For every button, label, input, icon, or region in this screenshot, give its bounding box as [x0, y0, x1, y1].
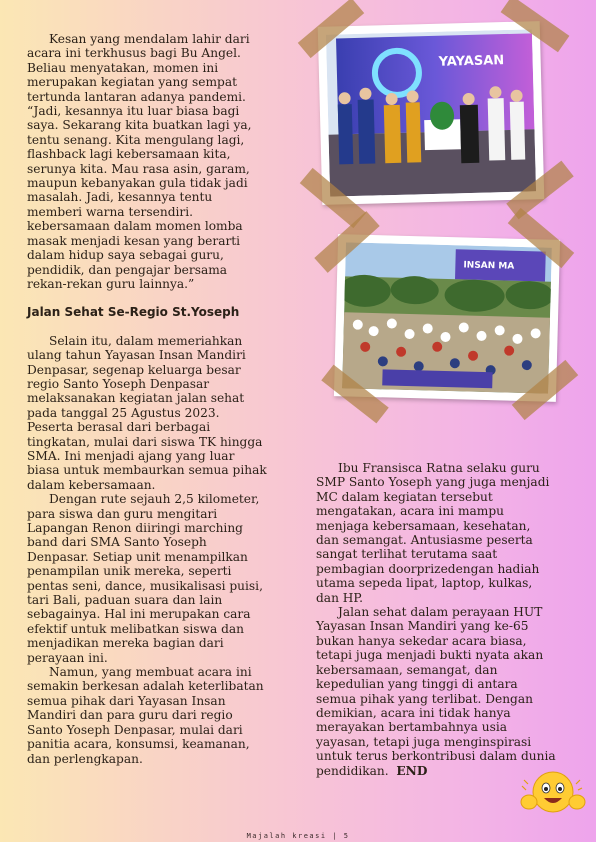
stage-photo-image	[326, 29, 536, 196]
event-photo-stage	[318, 21, 545, 205]
paragraph-penutup-text: Jalan sehat dalam perayaan HUT Yayasan Insan Mandiri yang ke-65 bukan hanya sekedar acara biasa, tetapi juga menjadi bukti nyata akan kebersamaan, semangat, dan kepedulian yang tinggi di antara semua pihak yang terlibat. Dengan demikian, acara ini tidak hanya merayakan bertambahnya usia yayasan, tetapi juga menginspirasi untuk terus berkontribusi dalam dunia pendidikan.	[316, 605, 556, 778]
paragraph-rute: Dengan rute sejauh 2,5 kilometer, para siswa dan guru mengitari Lapangan Renon diiringi marching band dari SMA Santo Yoseph Denpasar. Setiap unit menampilkan penampilan unik mereka, seperti pentas seni, dance, musikalisasi puisi, tari Bali, paduan suara dan lain sebagainya. Hal ini merupakan cara efektif untuk melibatkan siswa dan menjadikan mereka bagian dari perayaan ini.	[27, 492, 263, 665]
left-column	[27, 32, 267, 766]
right-column	[316, 461, 556, 778]
page-footer: Majalah kreasi | 5	[246, 832, 350, 840]
paragraph-penutup	[316, 605, 556, 778]
section-heading-jalan-sehat: Jalan Sehat Se-Regio St.Yoseph	[27, 305, 240, 320]
paragraph-namun: Namun, yang membuat acara ini semakin berkesan adalah keterlibatan semua pihak dari Yayasan Insan Mandiri dan para guru dari regio Santo Yoseph Denpasar, mulai dari panitia acara, konsumsi, keamanan, dan perlengkapan.	[27, 665, 264, 766]
paragraph-kesan: Kesan yang mendalam lahir dari acara ini terkhusus bagi Bu Angel. Beliau menyatakan, momen ini merupakan kegiatan yang sempat tertunda lantaran adanya pandemi. “Jadi, kesannya itu luar biasa bagi saya. Sekarang kita buatkan lagi ya, tentu senang. Kita mengulang lagi, flashback lagi kebersamaan kita, serunya kita. Mau rasa asin, garam, maupun kebanyakan gula tidak jadi masalah. Jadi, kesannya tentu memberi warna tersendiri. kebersamaan dalam momen lomba masak menjadi kesan yang berarti dalam hidup saya sebagai guru, pendidik, dan pengajar bersama rekan-rekan guru lainnya.”	[27, 32, 252, 291]
paragraph-selain-itu: Selain itu, dalam memeriahkan ulang tahun Yayasan Insan Mandiri Denpasar, segenap keluarga besar regio Santo Yoseph Denpasar melaksanakan kegiatan jalan sehat pada tanggal 25 Agustus 2023. Peserta berasal dari berbagai tingkatan, mulai dari siswa TK hingga SMA. Ini menjadi ajang yang luar biasa untuk membaurkan semua pihak dalam kebersamaan.	[27, 333, 267, 492]
end-marker: END	[396, 763, 428, 778]
clapping-emoji-icon	[520, 768, 586, 818]
walk-banner-text: INSAN MA	[463, 260, 515, 272]
event-photo-walk	[334, 234, 560, 402]
paragraph-fransisca: Ibu Fransisca Ratna selaku guru SMP Santo Yoseph yang juga menjadi MC dalam kegiatan tersebut mengatakan, acara ini mampu menjaga kebersamaan, kesehatan, dan semangat. Antusiasme peserta sangat terlihat terutama saat pembagian doorprizedengan hadiah utama sepeda lipat, laptop, kulkas, dan HP.	[316, 461, 550, 605]
stage-banner-text: YAYASAN	[438, 53, 505, 70]
walk-photo-image	[342, 242, 552, 393]
